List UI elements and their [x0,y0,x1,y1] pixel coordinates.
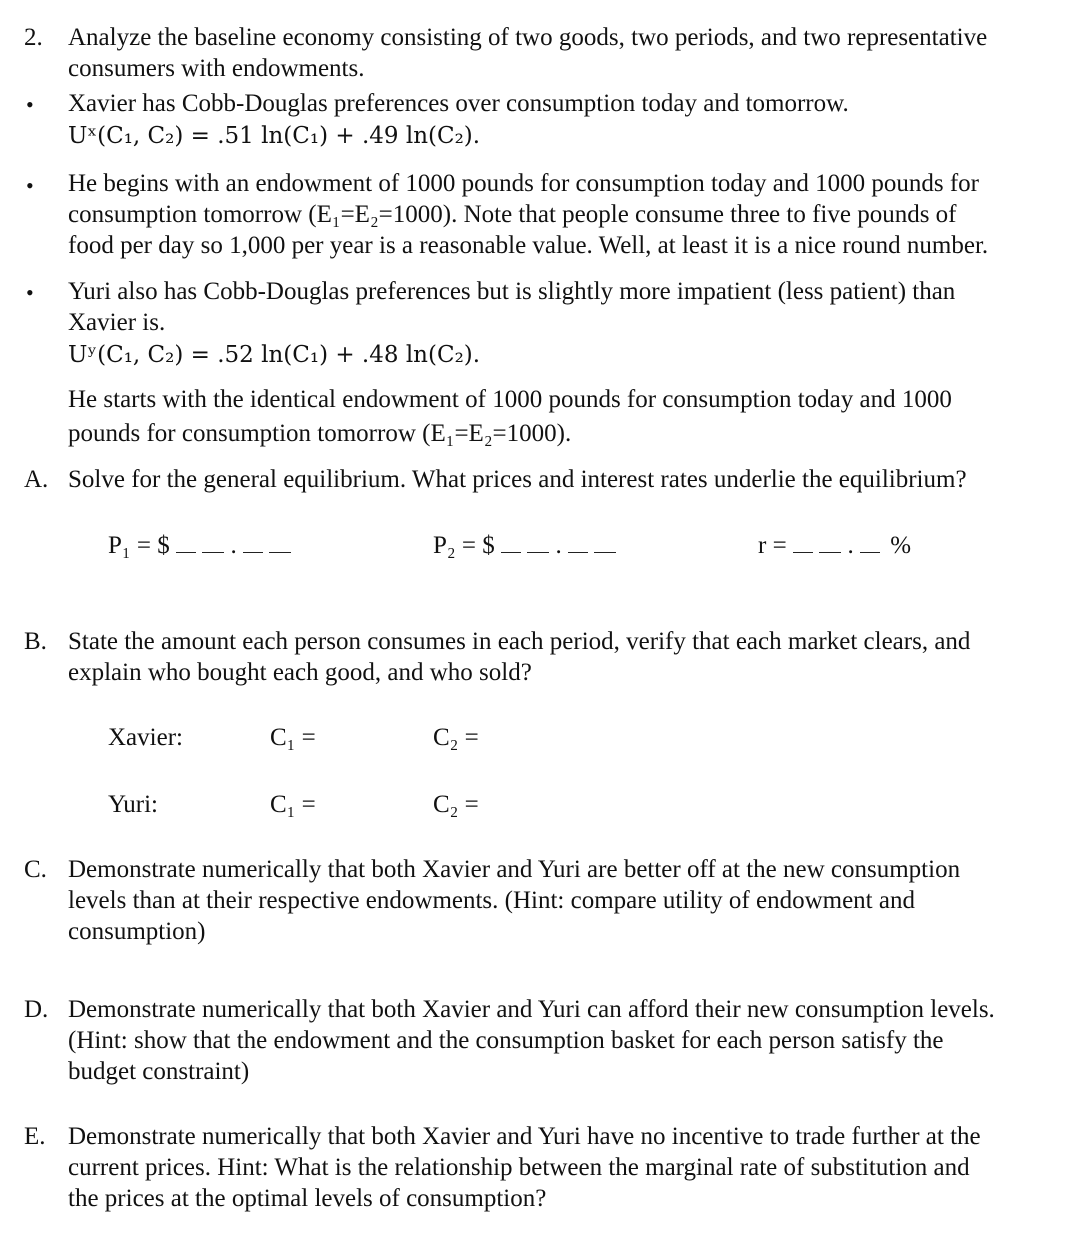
part-a-question: Solve for the general equilibrium. What prices and interest rates underlie the equilibrium? [68,466,967,493]
p2-decimal: . [555,532,562,559]
part-e-line-1: Demonstrate numerically that both Xavier and Yuri have no incentive to trade further at the [68,1123,981,1150]
p1-decimal: . [230,532,237,559]
part-e-line-3: the prices at the optimal levels of consumption? [68,1185,547,1212]
yuri-line-1: Yuri also has Cobb-Douglas preferences but is slightly more impatient (less patient) than [68,278,956,305]
endowment-line-1: He begins with an endowment of 1000 pounds for consumption today and 1000 pounds for [68,170,979,197]
p2-blank-2[interactable] [527,532,549,553]
r-blank-1[interactable] [793,532,813,553]
part-b-line-1: State the amount each person consumes in each period, verify that each market clears, and [68,628,971,655]
bullet-yuri: • [26,280,34,305]
xavier-preferences: Xavier has Cobb-Douglas preferences over consumption today and tomorrow. [68,90,849,117]
part-b-letter: B. [24,628,47,655]
yuri-endowment-line-2: pounds for consumption tomorrow (E₁=E₂=1000). [68,420,572,447]
r-percent: % [890,532,912,559]
part-c-letter: C. [24,856,47,883]
p1-label: P₁ = $ [108,532,170,559]
p2-answer [433,530,616,561]
xavier-c1-label: C₁ = [270,724,316,751]
endowment-line-3: food per day so 1,000 per year is a reasonable value. Well, at least it is a nice round number. [68,232,989,259]
r-blank-3[interactable] [860,532,880,553]
p1-blank-3[interactable] [243,532,263,553]
bullet-endowment: • [26,173,34,198]
p2-label: P₂ = $ [433,532,495,559]
part-b-line-2: explain who bought each good, and who sold? [68,659,532,686]
part-d-line-3: budget constraint) [68,1058,250,1085]
p1-blank-2[interactable] [202,532,224,553]
r-decimal: . [847,532,854,559]
question-intro-line-2: consumers with endowments. [68,55,365,82]
part-e-letter: E. [24,1123,46,1150]
yuri-c2-label: C₂ = [433,791,479,818]
part-d-line-2: (Hint: show that the endowment and the consumption basket for each person satisfy the [68,1027,944,1054]
p2-blank-1[interactable] [501,532,521,553]
part-c-line-1: Demonstrate numerically that both Xavier and Yuri are better off at the new consumption [68,856,961,883]
part-c-line-2: levels than at their respective endowments. (Hint: compare utility of endowment and [68,887,915,914]
question-number: 2. [24,24,43,51]
yuri-c1-label: C₁ = [270,791,316,818]
p1-answer [108,530,291,561]
part-c-line-3: consumption) [68,918,206,945]
xavier-label: Xavier: [108,724,183,751]
r-label: r = [758,532,787,559]
bullet-xavier: • [26,92,34,117]
yuri-label: Yuri: [108,791,158,818]
p1-blank-1[interactable] [176,532,196,553]
r-blank-2[interactable] [819,532,841,553]
yuri-endowment-line-1: He starts with the identical endowment of 1000 pounds for consumption today and 1000 [68,386,952,413]
part-d-line-1: Demonstrate numerically that both Xavier and Yuri can afford their new consumption levels. [68,996,995,1023]
part-e-line-2: current prices. Hint: What is the relationship between the marginal rate of substitution and [68,1154,970,1181]
yuri-line-2: Xavier is. [68,309,166,336]
interest-rate-answer [758,530,911,561]
yuri-utility-function: Uʸ(C₁, C₂) = .52 ln(C₁) + .48 ln(C₂). [68,342,481,368]
xavier-utility-function: Uˣ(C₁, C₂) = .51 ln(C₁) + .49 ln(C₂). [68,123,481,149]
p1-blank-4[interactable] [269,532,291,553]
question-intro-line-1: Analyze the baseline economy consisting of two goods, two periods, and two representative [68,24,988,51]
p2-blank-3[interactable] [568,532,588,553]
part-a-letter: A. [24,466,49,493]
xavier-c2-label: C₂ = [433,724,479,751]
part-d-letter: D. [24,996,49,1023]
p2-blank-4[interactable] [594,532,616,553]
endowment-line-2: consumption tomorrow (E₁=E₂=1000). Note that people consume three to five pounds of [68,201,957,228]
